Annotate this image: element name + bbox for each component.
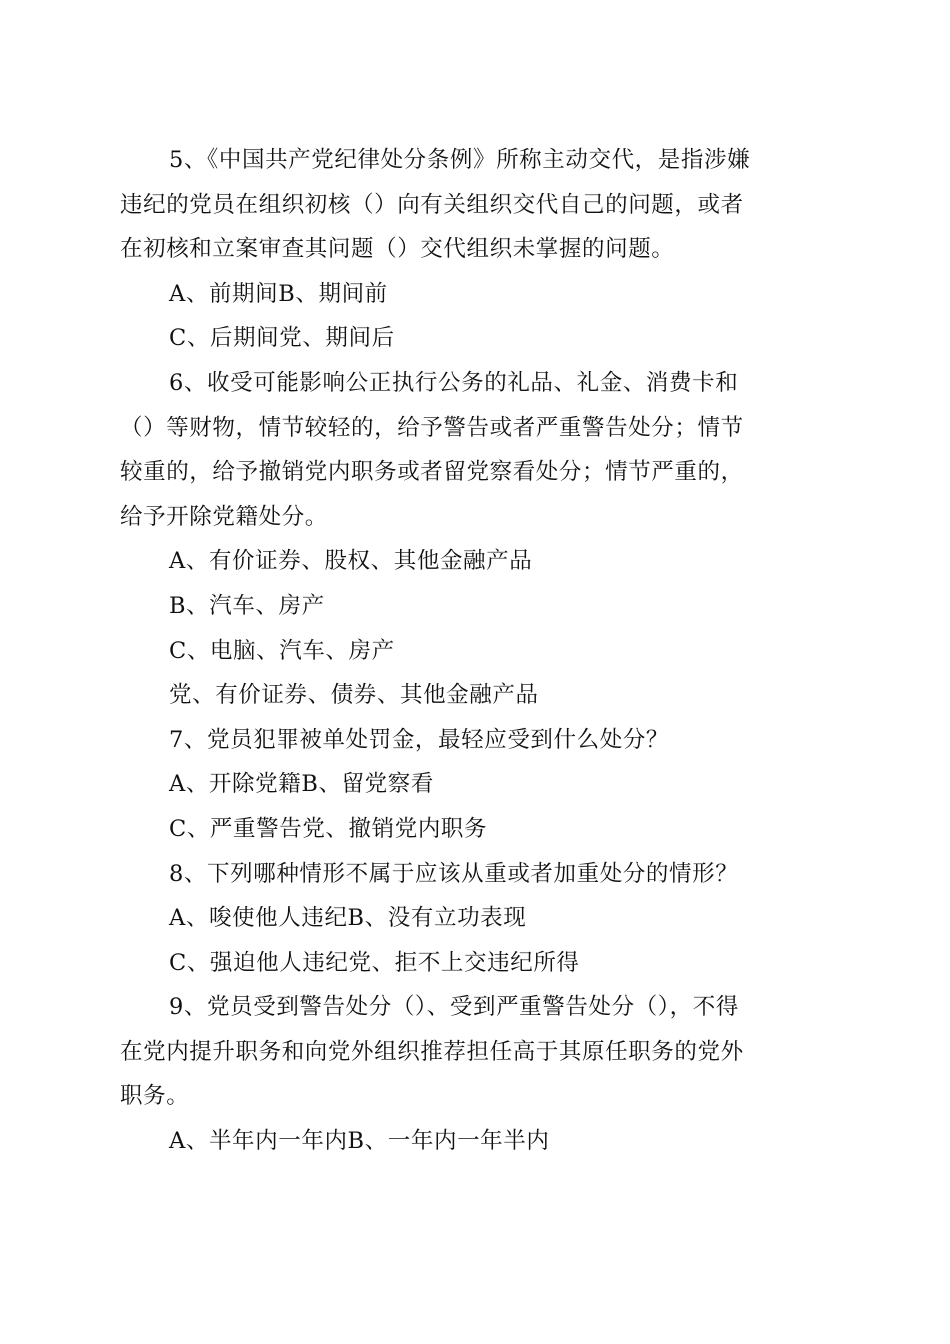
question-5-line-3: 在初核和立案审查其问题（）交代组织未掌握的问题。 — [120, 236, 675, 263]
question-5-option-ab: A、前期间B、期间前 — [169, 280, 388, 307]
question-9-line-3: 职务。 — [120, 1083, 190, 1110]
question-5-option-cd: C、后期间党、期间后 — [169, 325, 395, 352]
question-5-line-2: 违纪的党员在组织初核（）向有关组织交代自己的问题，或者 — [120, 191, 744, 218]
question-7-line-1: 7、党员犯罪被单处罚金，最轻应受到什么处分？ — [169, 726, 670, 753]
question-7-option-cd: C、严重警告党、撤销党内职务 — [169, 815, 488, 842]
question-6-line-3: 较重的，给予撤销党内职务或者留党察看处分；情节严重的， — [120, 459, 744, 486]
document-body — [120, 138, 830, 1164]
question-6-option-c: C、电脑、汽车、房产 — [169, 637, 395, 664]
question-6-line-1: 6、收受可能影响公正执行公务的礼品、礼金、消费卡和 — [169, 369, 739, 396]
question-6-option-b: B、汽车、房产 — [169, 592, 325, 619]
question-9-line-2: 在党内提升职务和向党外组织推荐担任高于其原任职务的党外 — [120, 1038, 744, 1065]
question-6-option-d: 党、有价证券、债券、其他金融产品 — [169, 682, 539, 709]
question-8-option-cd: C、强迫他人违纪党、拒不上交违纪所得 — [169, 949, 580, 976]
question-5-line-1: 5、《中国共产党纪律处分条例》所称主动交代，是指涉嫌 — [169, 147, 751, 173]
question-7-option-ab: A、开除党籍B、留党察看 — [169, 771, 434, 798]
question-6-line-4: 给予开除党籍处分。 — [120, 503, 328, 530]
question-6-option-a: A、有价证券、股权、其他金融产品 — [169, 548, 533, 575]
question-8-line-1: 8、下列哪种情形不属于应该从重或者加重处分的情形？ — [169, 860, 739, 887]
question-8-option-ab: A、唆使他人违纪B、没有立功表现 — [169, 905, 527, 932]
question-6-line-2: （）等财物，情节较轻的，给予警告或者严重警告处分；情节 — [120, 414, 744, 441]
question-9-line-1: 9、党员受到警告处分（）、受到严重警告处分（），不得 — [169, 994, 739, 1021]
question-9-option-ab: A、半年内一年内B、一年内一年半内 — [169, 1128, 550, 1155]
